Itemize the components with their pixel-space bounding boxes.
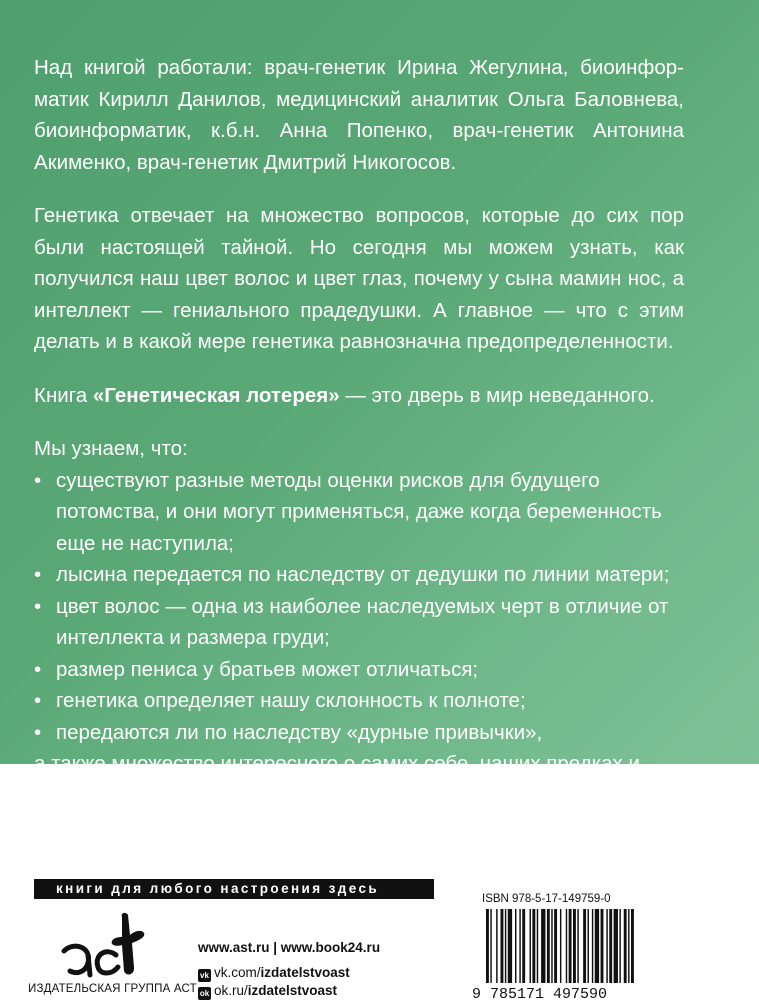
barcode-bar	[614, 909, 618, 983]
learn-list	[34, 465, 684, 749]
barcode-bar	[541, 909, 545, 983]
barcode-bar	[573, 909, 576, 983]
barcode-bars	[486, 909, 634, 983]
barcode-bar	[496, 909, 497, 983]
bullet-icon: •	[34, 689, 42, 712]
barcode-bar	[547, 909, 550, 983]
barcode-bar	[486, 909, 489, 983]
closing-line: а также множество интересного о самих себе, наших предках и нашем будущем.	[34, 752, 640, 807]
book-line-paragraph	[34, 380, 684, 412]
barcode-bar	[508, 909, 512, 983]
barcode-bar	[537, 909, 538, 983]
learn-section	[34, 433, 684, 811]
barcode-bar	[505, 909, 506, 983]
bullet-icon: •	[34, 720, 42, 744]
list-item: • лысина передается по наследству от дедушки по линии матери;	[34, 559, 684, 591]
vk-link[interactable]: vk vk.com/izdatelstvoast	[198, 965, 350, 982]
barcode-bar	[606, 909, 607, 983]
book-title: «Генетическая лотерея»	[92, 383, 340, 407]
vk-icon: vk	[198, 969, 211, 982]
bullet-icon: •	[34, 657, 42, 681]
ok-link[interactable]: ok ok.ru/izdatelstvoast	[199, 983, 338, 998]
bullet-icon: •	[34, 594, 42, 618]
learn-heading: Мы узнаем, что:	[34, 437, 188, 460]
website-links[interactable]: www.ast.ru | www.book24.ru	[198, 940, 381, 955]
list-item: • передаются ли по наследству «дурные привычки»,	[34, 717, 684, 749]
barcode-bar	[595, 909, 599, 983]
barcode-bar	[592, 909, 593, 983]
list-item: • существуют разные методы оценки рисков для будущего потомства, и они могут применяться, даже когда беременность еще не наступила;	[34, 465, 684, 560]
barcode-bar	[551, 909, 552, 983]
contributors-paragraph: Над книгой работали: врач-генетик Ирина Жегулина, биоинформатик Кирилл Данилов, медицинский аналитик Ольга Баловнева, биоинформатик, к.б.н. Анна Попенко, врач-генетик Антонина Акименко, врач-генетик Дмитрий Никогосов.	[34, 56, 684, 174]
bullet-icon: •	[34, 468, 42, 492]
ok-icon: ok	[199, 989, 210, 998]
barcode-bar	[569, 909, 572, 983]
intro-paragraph: Генетика отвечает на множество вопросов, которые до сих пор были настоящей тайной. Но сегодня мы можем узнать, как получился наш цвет волос и цвет глаз, почему у сына мамин нос, а интеллект — гениального прадедушки. А главное — что с этим делать и в какой мере генетика равнозначна предопределенности.	[34, 204, 684, 353]
barcode-bar	[519, 909, 520, 983]
barcode-bar	[628, 909, 629, 983]
barcode-bar	[554, 909, 557, 983]
barcode-bar	[501, 909, 504, 983]
list-item: • размер пениса у братьев может отличаться;	[34, 654, 684, 686]
barcode-bar	[588, 909, 589, 983]
barcode-bar	[609, 909, 612, 983]
barcode-bar	[601, 909, 604, 983]
barcode-bar	[577, 909, 578, 983]
barcode-bar	[522, 909, 525, 983]
barcode-bar	[515, 909, 516, 983]
list-item: • генетика определяет нашу склонность к полноте;	[34, 685, 684, 717]
barcode-bar	[490, 909, 491, 983]
description-text	[34, 52, 684, 811]
barcode-digits: 9 785171 497590	[472, 986, 608, 1000]
barcode-bar	[530, 909, 531, 983]
isbn-label: ISBN 978-5-17-149759-0	[482, 893, 611, 905]
tagline-bar: книги для любого настроения здесь	[34, 879, 434, 899]
publisher-name: ИЗДАТЕЛЬСКАЯ ГРУППА АСТ	[28, 983, 197, 995]
barcode-bar	[532, 909, 535, 983]
list-item: • цвет волос — одна из наиболее наследуемых черт в отличие от интеллекта и размера груди;	[34, 591, 684, 654]
barcode	[472, 909, 702, 1000]
barcode-bar	[619, 909, 620, 983]
barcode-bar	[560, 909, 561, 983]
barcode-bar	[566, 909, 567, 983]
bullet-icon: •	[34, 563, 42, 586]
barcode-bar	[583, 909, 586, 983]
barcode-bar	[624, 909, 627, 983]
barcode-bar	[631, 909, 634, 983]
book-line-prefix: Книга	[34, 383, 93, 407]
book-line-suffix: — это дверь в мир неведанного.	[339, 383, 655, 407]
